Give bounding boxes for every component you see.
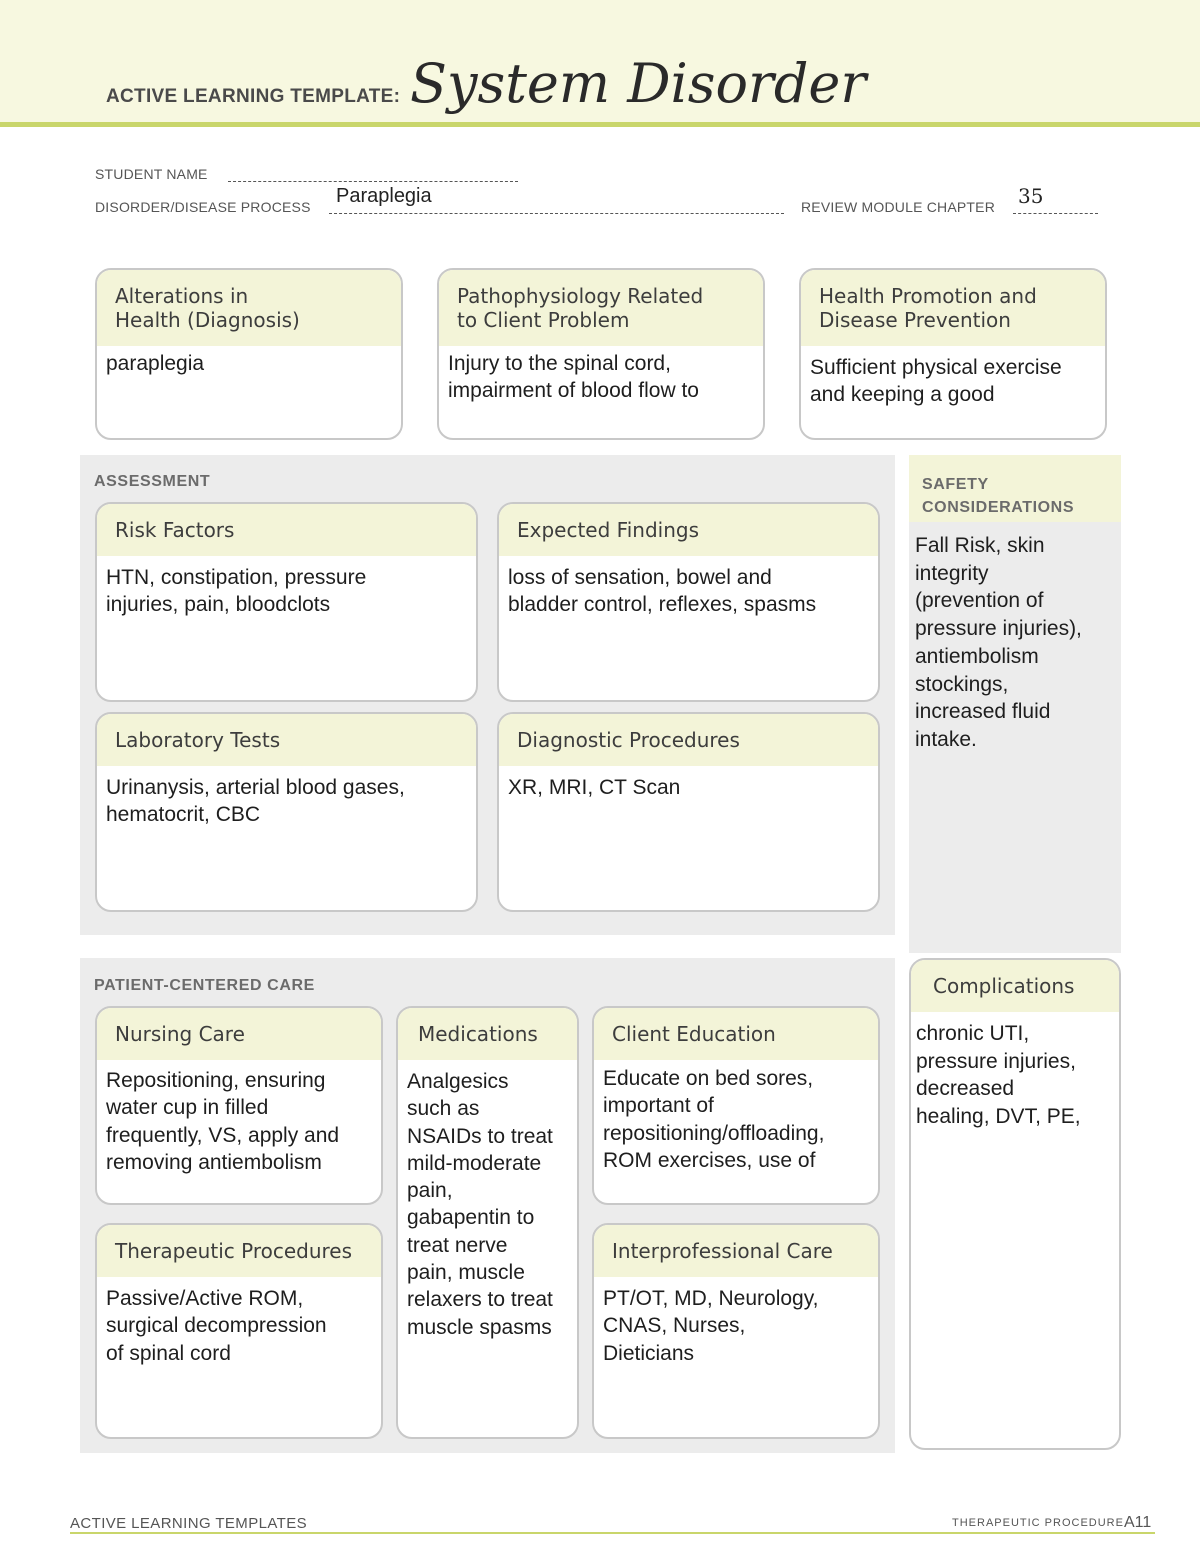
student-name-field[interactable]	[228, 181, 518, 182]
interprofessional-care-body[interactable]: PT/OT, MD, Neurology, CNAS, Nurses, Dieticians	[603, 1287, 819, 1365]
complications-card	[909, 958, 1121, 1450]
interprofessional-care-card	[592, 1223, 880, 1439]
footer-divider	[70, 1532, 1155, 1534]
diagnostic-procedures-body[interactable]: XR, MRI, CT Scan	[508, 776, 681, 799]
alterations-title: Alterations in Health (Diagnosis)	[97, 270, 401, 346]
laboratory-tests-card	[95, 712, 478, 912]
therapeutic-procedures-body[interactable]: Passive/Active ROM, surgical decompression of spinal cord	[106, 1287, 327, 1365]
risk-factors-card	[95, 502, 478, 702]
client-education-body[interactable]: Educate on bed sores, important of repositioning/offloading, ROM exercises, use of	[603, 1067, 825, 1172]
complications-title: Complications	[911, 960, 1119, 1012]
health-promotion-card	[799, 268, 1107, 440]
therapeutic-procedures-title: Therapeutic Procedures	[97, 1225, 381, 1277]
review-module-value: 35	[1018, 184, 1044, 208]
medications-card	[396, 1006, 579, 1439]
pathophysiology-card	[437, 268, 765, 440]
nursing-care-body[interactable]: Repositioning, ensuring water cup in filled frequently, VS, apply and removing antiembolism	[106, 1069, 340, 1174]
laboratory-tests-title: Laboratory Tests	[97, 714, 476, 766]
complications-body[interactable]: chronic UTI, pressure injuries, decreased healing, DVT, PE,	[916, 1022, 1081, 1129]
pathophysiology-body[interactable]: Injury to the spinal cord, impairment of blood flow to	[448, 352, 699, 403]
risk-factors-title: Risk Factors	[97, 504, 476, 556]
student-name-label: STUDENT NAME	[95, 166, 208, 182]
nursing-care-title: Nursing Care	[97, 1008, 381, 1060]
disorder-label: DISORDER/DISEASE PROCESS	[95, 199, 311, 215]
page-title: System Disorder	[410, 52, 867, 115]
health-promotion-body[interactable]: Sufficient physical exercise and keeping a good	[810, 356, 1062, 407]
review-module-label: REVIEW MODULE CHAPTER	[801, 199, 995, 215]
disorder-value: Paraplegia	[336, 185, 432, 207]
medications-title: Medications	[398, 1008, 577, 1060]
diagnostic-procedures-title: Diagnostic Procedures	[499, 714, 878, 766]
footer-section: THERAPEUTIC PROCEDURE	[952, 1517, 1124, 1529]
template-label: ACTIVE LEARNING TEMPLATE:	[106, 86, 401, 107]
therapeutic-procedures-card	[95, 1223, 383, 1439]
pathophysiology-title: Pathophysiology Related to Client Problem	[439, 270, 763, 346]
client-education-card	[592, 1006, 880, 1205]
medications-body[interactable]: Analgesics such as NSAIDs to treat mild-moderate pain, gabapentin to treat nerve pain, muscle relaxers to treat muscle spasms	[407, 1070, 553, 1339]
footer-page-code: A11	[1124, 1514, 1152, 1531]
risk-factors-body[interactable]: HTN, constipation, pressure injuries, pain, bloodclots	[106, 566, 367, 617]
review-module-field[interactable]	[1013, 213, 1098, 214]
expected-findings-card	[497, 502, 880, 702]
alterations-body[interactable]: paraplegia	[106, 352, 205, 375]
client-education-title: Client Education	[594, 1008, 878, 1060]
header-divider	[0, 122, 1200, 127]
disorder-field[interactable]	[329, 213, 784, 214]
nursing-care-card	[95, 1006, 383, 1205]
laboratory-tests-body[interactable]: Urinanysis, arterial blood gases, hematocrit, CBC	[106, 776, 405, 827]
interprofessional-care-title: Interprofessional Care	[594, 1225, 878, 1277]
assessment-heading: ASSESSMENT	[94, 473, 211, 490]
diagnostic-procedures-card	[497, 712, 880, 912]
health-promotion-title: Health Promotion and Disease Prevention	[801, 270, 1105, 346]
expected-findings-title: Expected Findings	[499, 504, 878, 556]
footer-label: ACTIVE LEARNING TEMPLATES	[70, 1515, 307, 1532]
safety-body[interactable]: Fall Risk, skin integrity (prevention of pressure injuries), antiembolism stockings, increased fluid intake.	[915, 534, 1082, 752]
expected-findings-body[interactable]: loss of sensation, bowel and bladder control, reflexes, spasms	[508, 566, 817, 617]
alterations-card	[95, 268, 403, 440]
safety-heading: SAFETY CONSIDERATIONS	[922, 476, 1075, 517]
patient-care-heading: PATIENT-CENTERED CARE	[94, 977, 315, 994]
